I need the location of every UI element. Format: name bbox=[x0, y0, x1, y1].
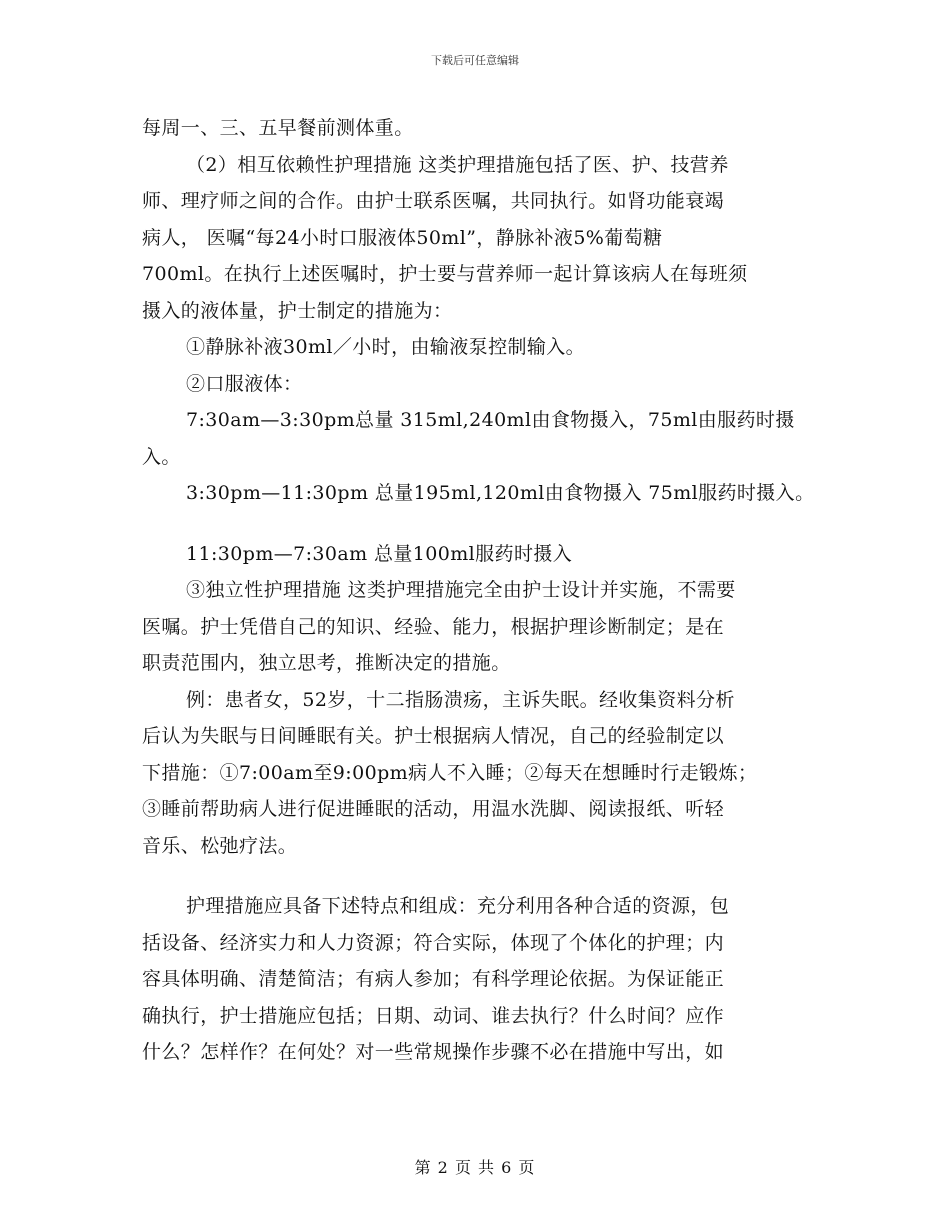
text-line: ③独立性护理措施 这类护理措施完全由护士设计并实施，不需要 bbox=[186, 579, 736, 601]
text-line: ①静脉补液30ml／小时，由输液泵控制输入。 bbox=[186, 336, 586, 358]
text-line: 护理措施应具备下述特点和组成：充分利用各种合适的资源，包 bbox=[186, 895, 730, 917]
text-line: 11:30pm—7:30am 总量100ml服药时摄入 bbox=[186, 542, 573, 565]
text-line: 下措施：①7:00am至9:00pm病人不入睡；②每天在想睡时行走锻炼； bbox=[142, 761, 758, 784]
text-line: 摄入的液体量，护士制定的措施为： bbox=[142, 299, 453, 322]
text-line: 括设备、经济实力和人力资源；符合实际，体现了个体化的护理；内 bbox=[142, 931, 725, 954]
page-number-footer: 第 2 页 共 6 页 bbox=[414, 1158, 536, 1177]
text-line: 确执行，护士措施应包括；日期、动词、谁去执行？什么时间？应作 bbox=[142, 1004, 725, 1027]
text-line: 职责范围内，独立思考，推断决定的措施。 bbox=[142, 652, 511, 674]
text-line: 容具体明确、清楚简洁；有病人参加；有科学理论依据。为保证能正 bbox=[142, 968, 725, 990]
text-line: 每周一、三、五早餐前测体重。 bbox=[142, 117, 414, 139]
page-header: 下载后可任意编辑 bbox=[431, 54, 519, 67]
paragraph-gap bbox=[142, 864, 832, 888]
text-line: ③睡前帮助病人进行促进睡眠的活动，用温水洗脚、阅读报纸、听轻 bbox=[142, 798, 725, 820]
text-line: 病人， 医嘱“每24小时口服液体50ml”，静脉补液5%葡萄糖 bbox=[142, 226, 663, 249]
text-line: 后认为失眠与日间睡眠有关。护士根据病人情况，自己的经验制定以 bbox=[142, 725, 725, 747]
text-line: 师、理疗师之间的合作。由护士联系医嘱，共同执行。如肾功能衰竭 bbox=[142, 190, 725, 212]
text-line: 医嘱。护士凭借自己的知识、经验、能力，根据护理诊断制定；是在 bbox=[142, 615, 725, 638]
paragraph-gap bbox=[142, 512, 832, 536]
text-line: 700ml。在执行上述医嘱时，护士要与营养师一起计算该病人在每班须 bbox=[142, 263, 748, 285]
text-line: 什么？怎样作？在何处？对一些常规操作步骤不必在措施中写出，如 bbox=[142, 1041, 725, 1063]
text-line: 7:30am—3:30pm总量 315ml,240ml由食物摄入，75ml由服药时摄 bbox=[186, 409, 795, 431]
document-body bbox=[142, 110, 832, 1071]
text-line: 例：患者女，52岁，十二指肠溃疡，主诉失眠。经收集资料分析 bbox=[186, 688, 735, 711]
text-line: 音乐、松弛疗法。 bbox=[142, 834, 298, 857]
text-line: ②口服液体： bbox=[186, 372, 303, 395]
text-line: 3:30pm—11:30pm 总量195ml,120ml由食物摄入 75ml服药时摄入。 bbox=[186, 482, 815, 504]
text-line: （2）相互依赖性护理措施 这类护理措施包括了医、护、技营养 bbox=[186, 153, 729, 176]
text-line: 入。 bbox=[142, 445, 181, 468]
